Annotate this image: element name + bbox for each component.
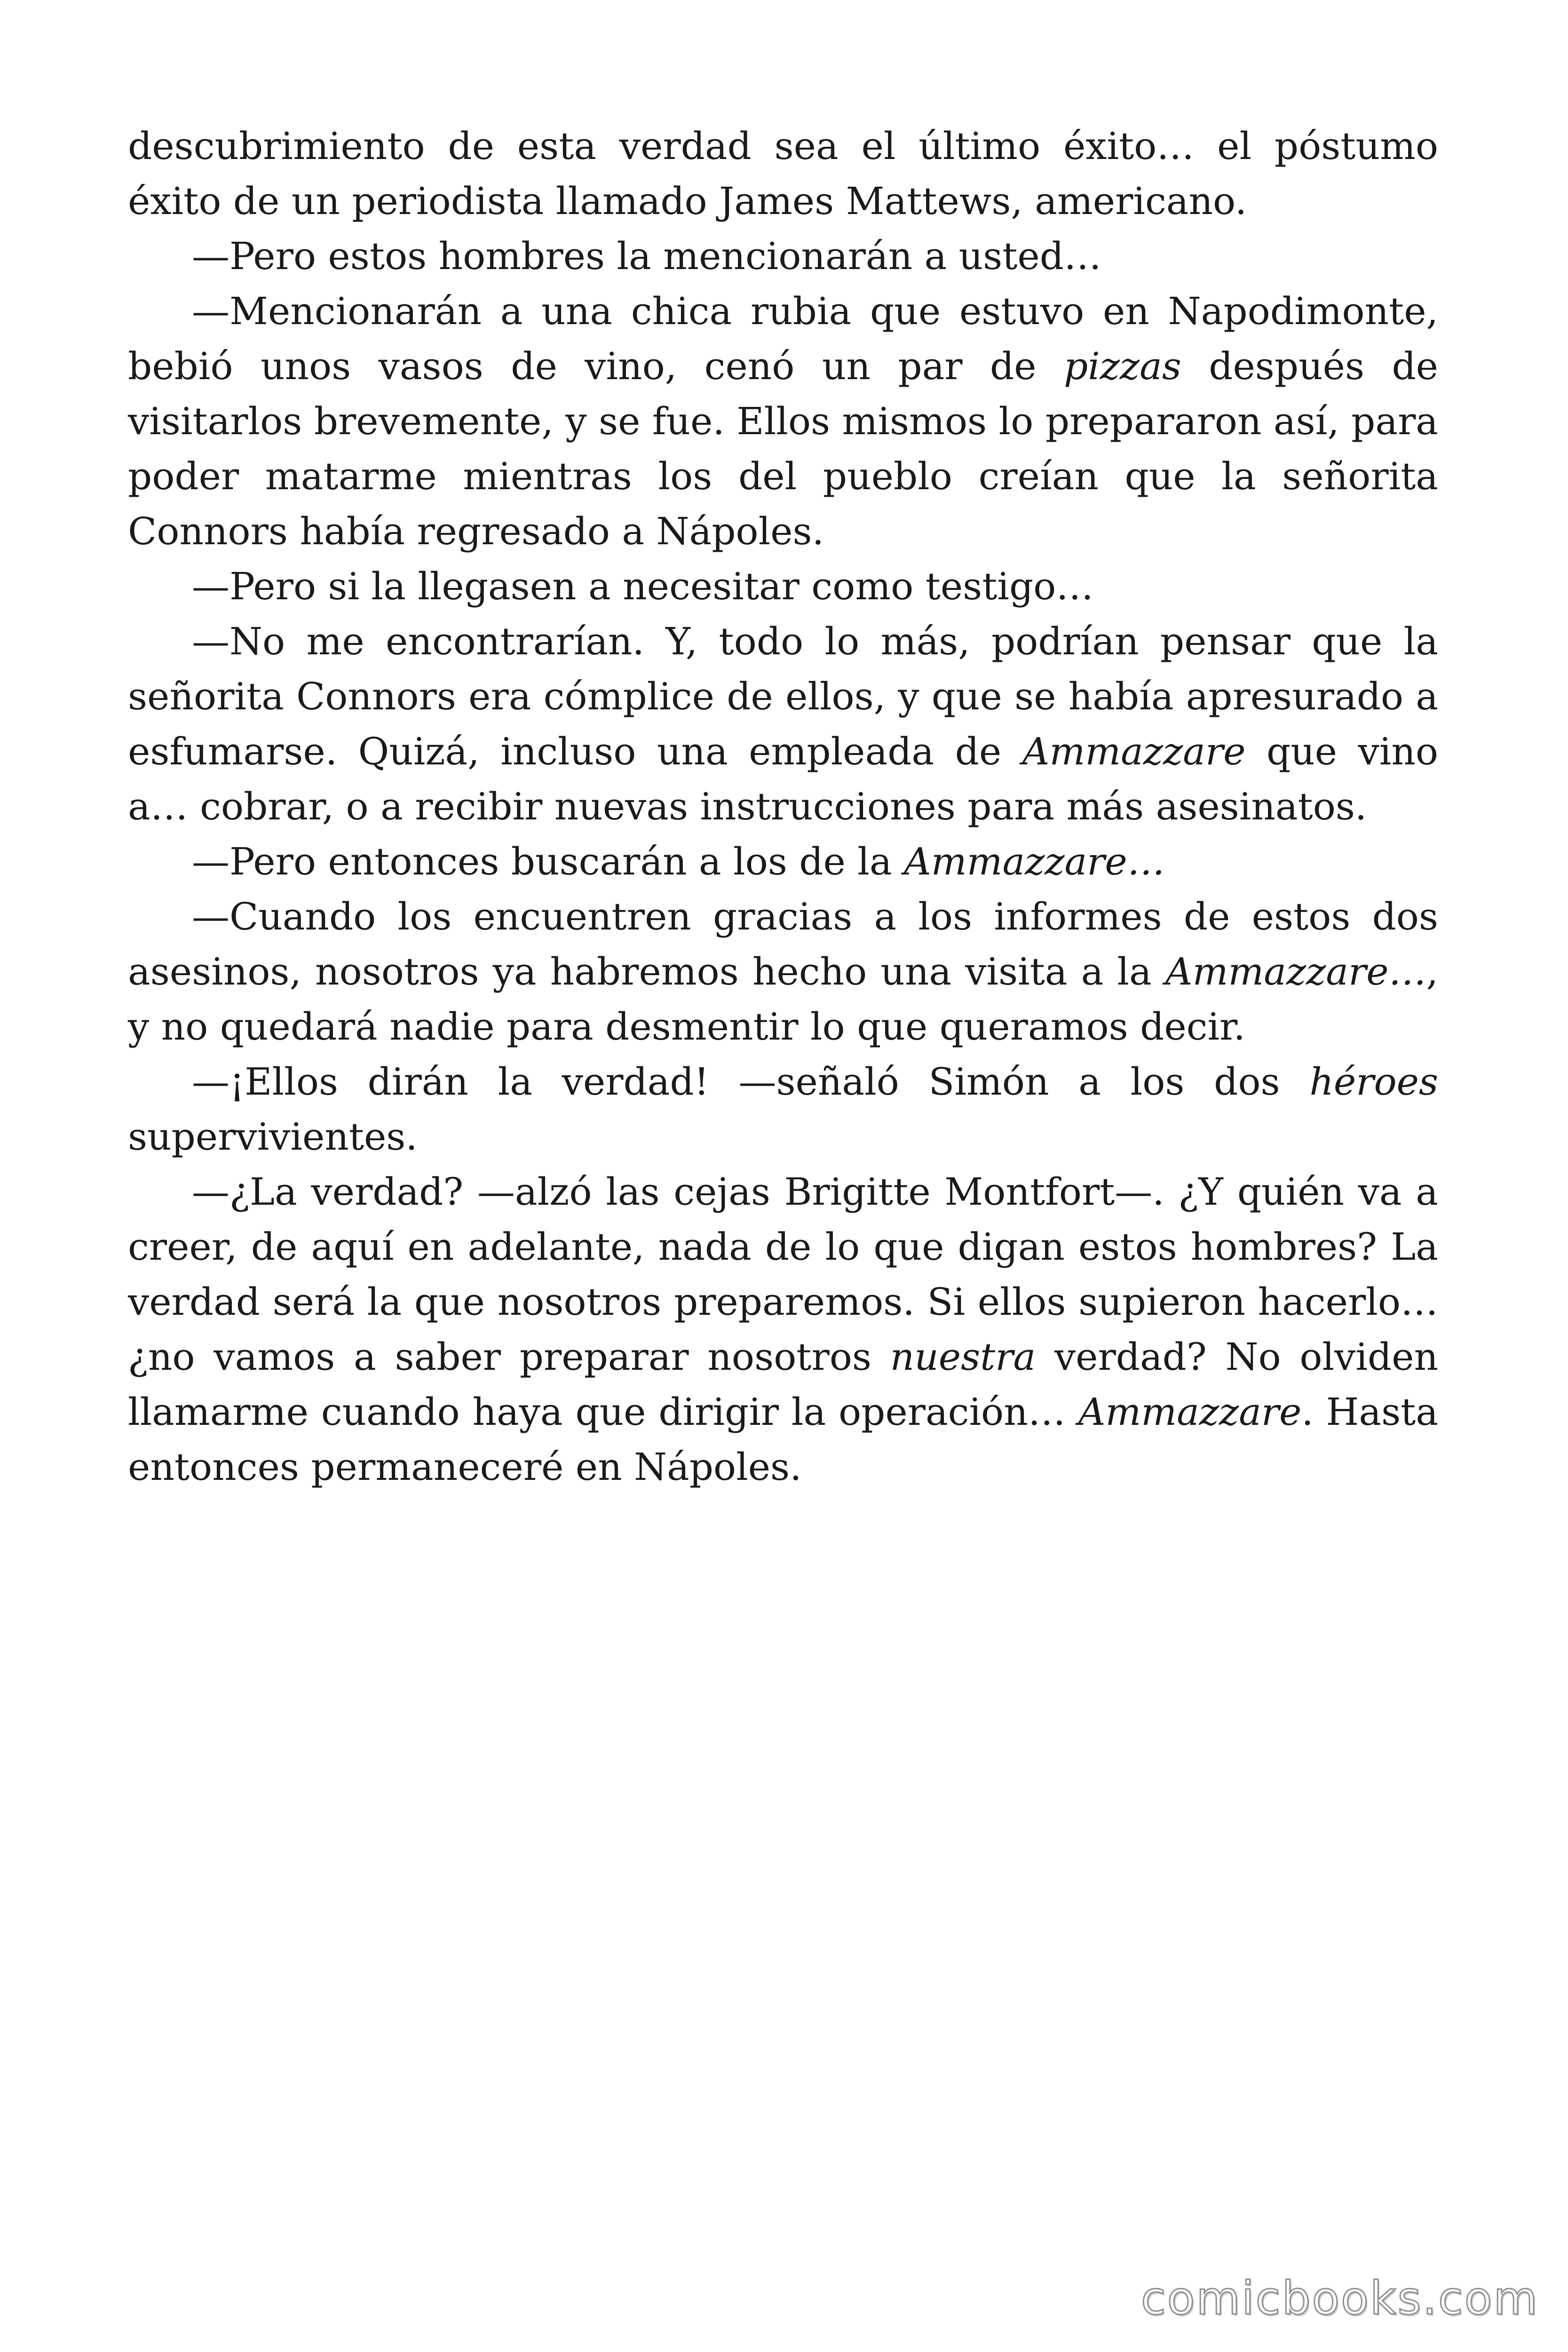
paragraph — [128, 284, 1438, 559]
text-span: , y no quedará nadie para desmentir lo que queramos decir. — [128, 950, 1438, 1049]
text-span: —Cuando los encuentren gracias a los informes de estos dos asesinos, nosotros ya habremos hecho una visita a la — [128, 895, 1438, 993]
text-span: descubrimiento de esta verdad sea el último éxito… el póstumo éxito de un periodista llamado James Mattews, americano. — [128, 124, 1438, 223]
paragraph — [128, 119, 1438, 229]
italic-text-span: nuestra — [890, 1335, 1036, 1379]
text-span: —Pero entonces buscarán a los de la — [192, 840, 904, 883]
text-span: —No me encontrarían. Y, todo lo más, podrían pensar que la señorita Connors era cómplice de ellos, y que se había apresurado a esfumarse. Quizá, incluso una empleada de — [128, 620, 1438, 773]
text-span: que vino a… cobrar, o a recibir nuevas instrucciones para más asesinatos. — [128, 730, 1439, 828]
paragraph — [128, 559, 1438, 614]
text-span: —¡Ellos dirán la verdad! —señaló Simón a los dos — [192, 1060, 1310, 1104]
paragraph — [128, 1164, 1438, 1494]
text-span: . Hasta entonces permaneceré en Nápoles. — [128, 1390, 1438, 1489]
text-span: verdad? No olviden llamarme cuando haya que dirigir la operación… — [128, 1335, 1439, 1434]
watermark: comicbooks.com — [1140, 2272, 1539, 2325]
text-span: después de visitarlos brevemente, y se fue. Ellos mismos lo prepararon así, para poder matarme mientras los del pueblo creían que la señorita Connors había regresado a Nápoles. — [128, 344, 1438, 553]
text-span: supervivientes. — [128, 1115, 418, 1159]
italic-text-span: héroes — [1309, 1060, 1438, 1104]
text-span: —Pero si la llegasen a necesitar como testigo… — [192, 564, 1094, 608]
paragraph — [128, 614, 1438, 834]
paragraph — [128, 229, 1438, 284]
text-span: —Mencionarán a una chica rubia que estuvo en Napodimonte, bebió unos vasos de vino, cenó un par de — [128, 289, 1438, 388]
italic-text-span: pizzas — [1063, 344, 1181, 388]
text-span: —Pero estos hombres la mencionarán a usted… — [192, 234, 1101, 278]
italic-text-span: Ammazzare… — [903, 840, 1165, 883]
text-span: —¿La verdad? —alzó las cejas Brigitte Montfort—. ¿Y quién va a creer, de aquí en adelante, nada de lo que digan estos hombres? La verdad será la que nosotros preparemos. Si ellos supieron hacerlo… ¿no vamos a saber preparar nosotros — [128, 1170, 1438, 1379]
paragraph — [128, 889, 1438, 1054]
italic-text-span: Ammazzare — [1022, 730, 1246, 773]
italic-text-span: Ammazzare — [1078, 1390, 1302, 1434]
italic-text-span: Ammazzare… — [1165, 950, 1426, 993]
paragraph — [128, 834, 1438, 889]
paragraph — [128, 1054, 1438, 1164]
body-text — [128, 119, 1438, 1494]
